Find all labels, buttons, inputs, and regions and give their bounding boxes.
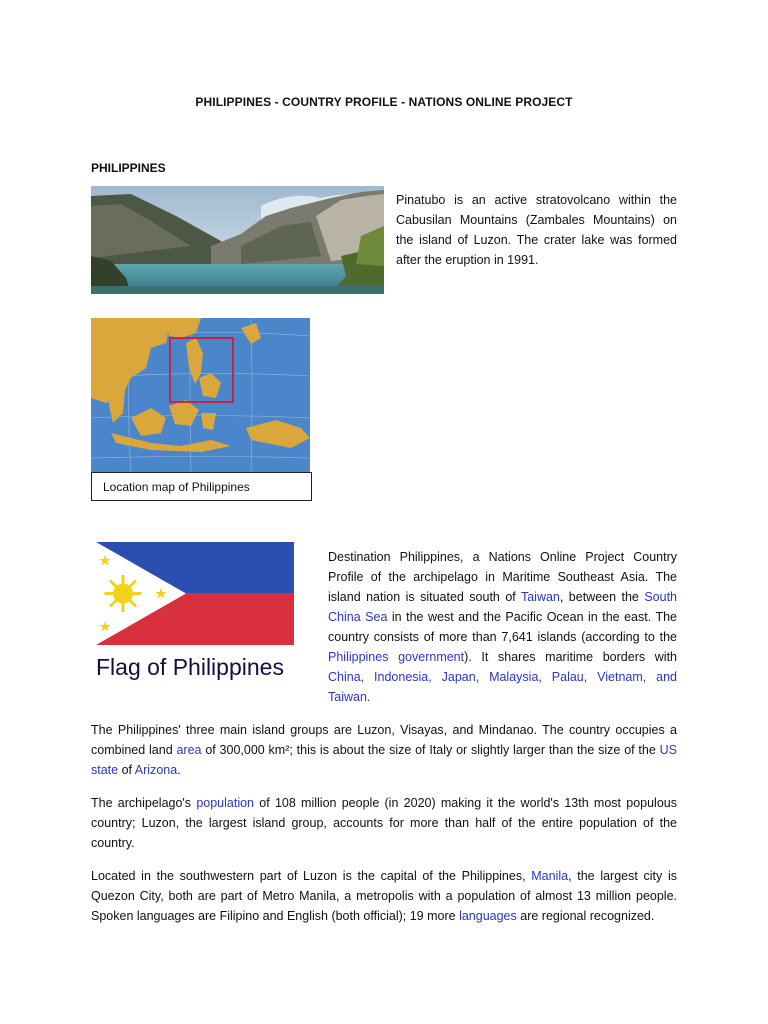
link-area[interactable]: area (176, 743, 202, 757)
population-paragraph: The archipelago's population of 108 million people (in 2020) making it the world's 13th most populous country; Luzon, the largest island group, accounts for more than half of the entire population of the country. (91, 796, 677, 850)
pinatubo-description: Pinatubo is an active stratovolcano within the Cabusilan Mountains (Zambales Mountains) on the island of Luzon. The crater lake was formed after the eruption in 1991. (396, 193, 677, 267)
flag-caption: Flag of Philippines (96, 654, 284, 680)
location-map (91, 318, 310, 472)
intro-paragraph: Destination Philippines, a Nations Online Project Country Profile of the archipelago in Maritime Southeast Asia. The island nation is situated south of Taiwan, between the South China Sea in the west and the Pacific Ocean in the east. The country consists of more than 7,641 islands (according to the Philippines government). It shares maritime borders with China, Indonesia, Japan, Malaysia, Palau, Vietnam, and Taiwan. (328, 550, 678, 704)
map-caption: Location map of Philippines (91, 472, 312, 501)
link-languages[interactable]: languages (459, 909, 517, 923)
pinatubo-photo (91, 186, 384, 294)
link-manila[interactable]: Manila (531, 869, 569, 883)
capital-paragraph: Located in the southwestern part of Luzon is the capital of the Philippines, Manila, the largest city is Quezon City, both are part of Metro Manila, a metropolis with a population of almost 13 million people. Spoken languages are Filipino and English (both official); 19 more languages are regional recognized. (91, 869, 677, 923)
link-south-china-sea[interactable]: South China Sea (328, 590, 678, 624)
link-philippines-government[interactable]: Philippines government (328, 650, 465, 664)
philippines-flag (96, 542, 294, 645)
link-population[interactable]: population (196, 796, 255, 810)
section-heading: PHILIPPINES (91, 161, 166, 175)
link-bordering-countries[interactable]: China, Indonesia, Japan, Malaysia, Palau, Vietnam, and Taiwan. (328, 670, 677, 704)
link-us-state[interactable]: US state (91, 743, 678, 777)
islands-paragraph: The Philippines' three main island groups are Luzon, Visayas, and Mindanao. The country occupies a combined land area of 300,000 km²; this is about the size of Italy or slightly larger than the size of the US state of Arizona. (91, 723, 678, 777)
link-arizona[interactable]: Arizona (134, 763, 178, 777)
link-taiwan[interactable]: Taiwan (520, 590, 560, 604)
page-title: PHILIPPINES - COUNTRY PROFILE - NATIONS ONLINE PROJECT (195, 95, 573, 109)
